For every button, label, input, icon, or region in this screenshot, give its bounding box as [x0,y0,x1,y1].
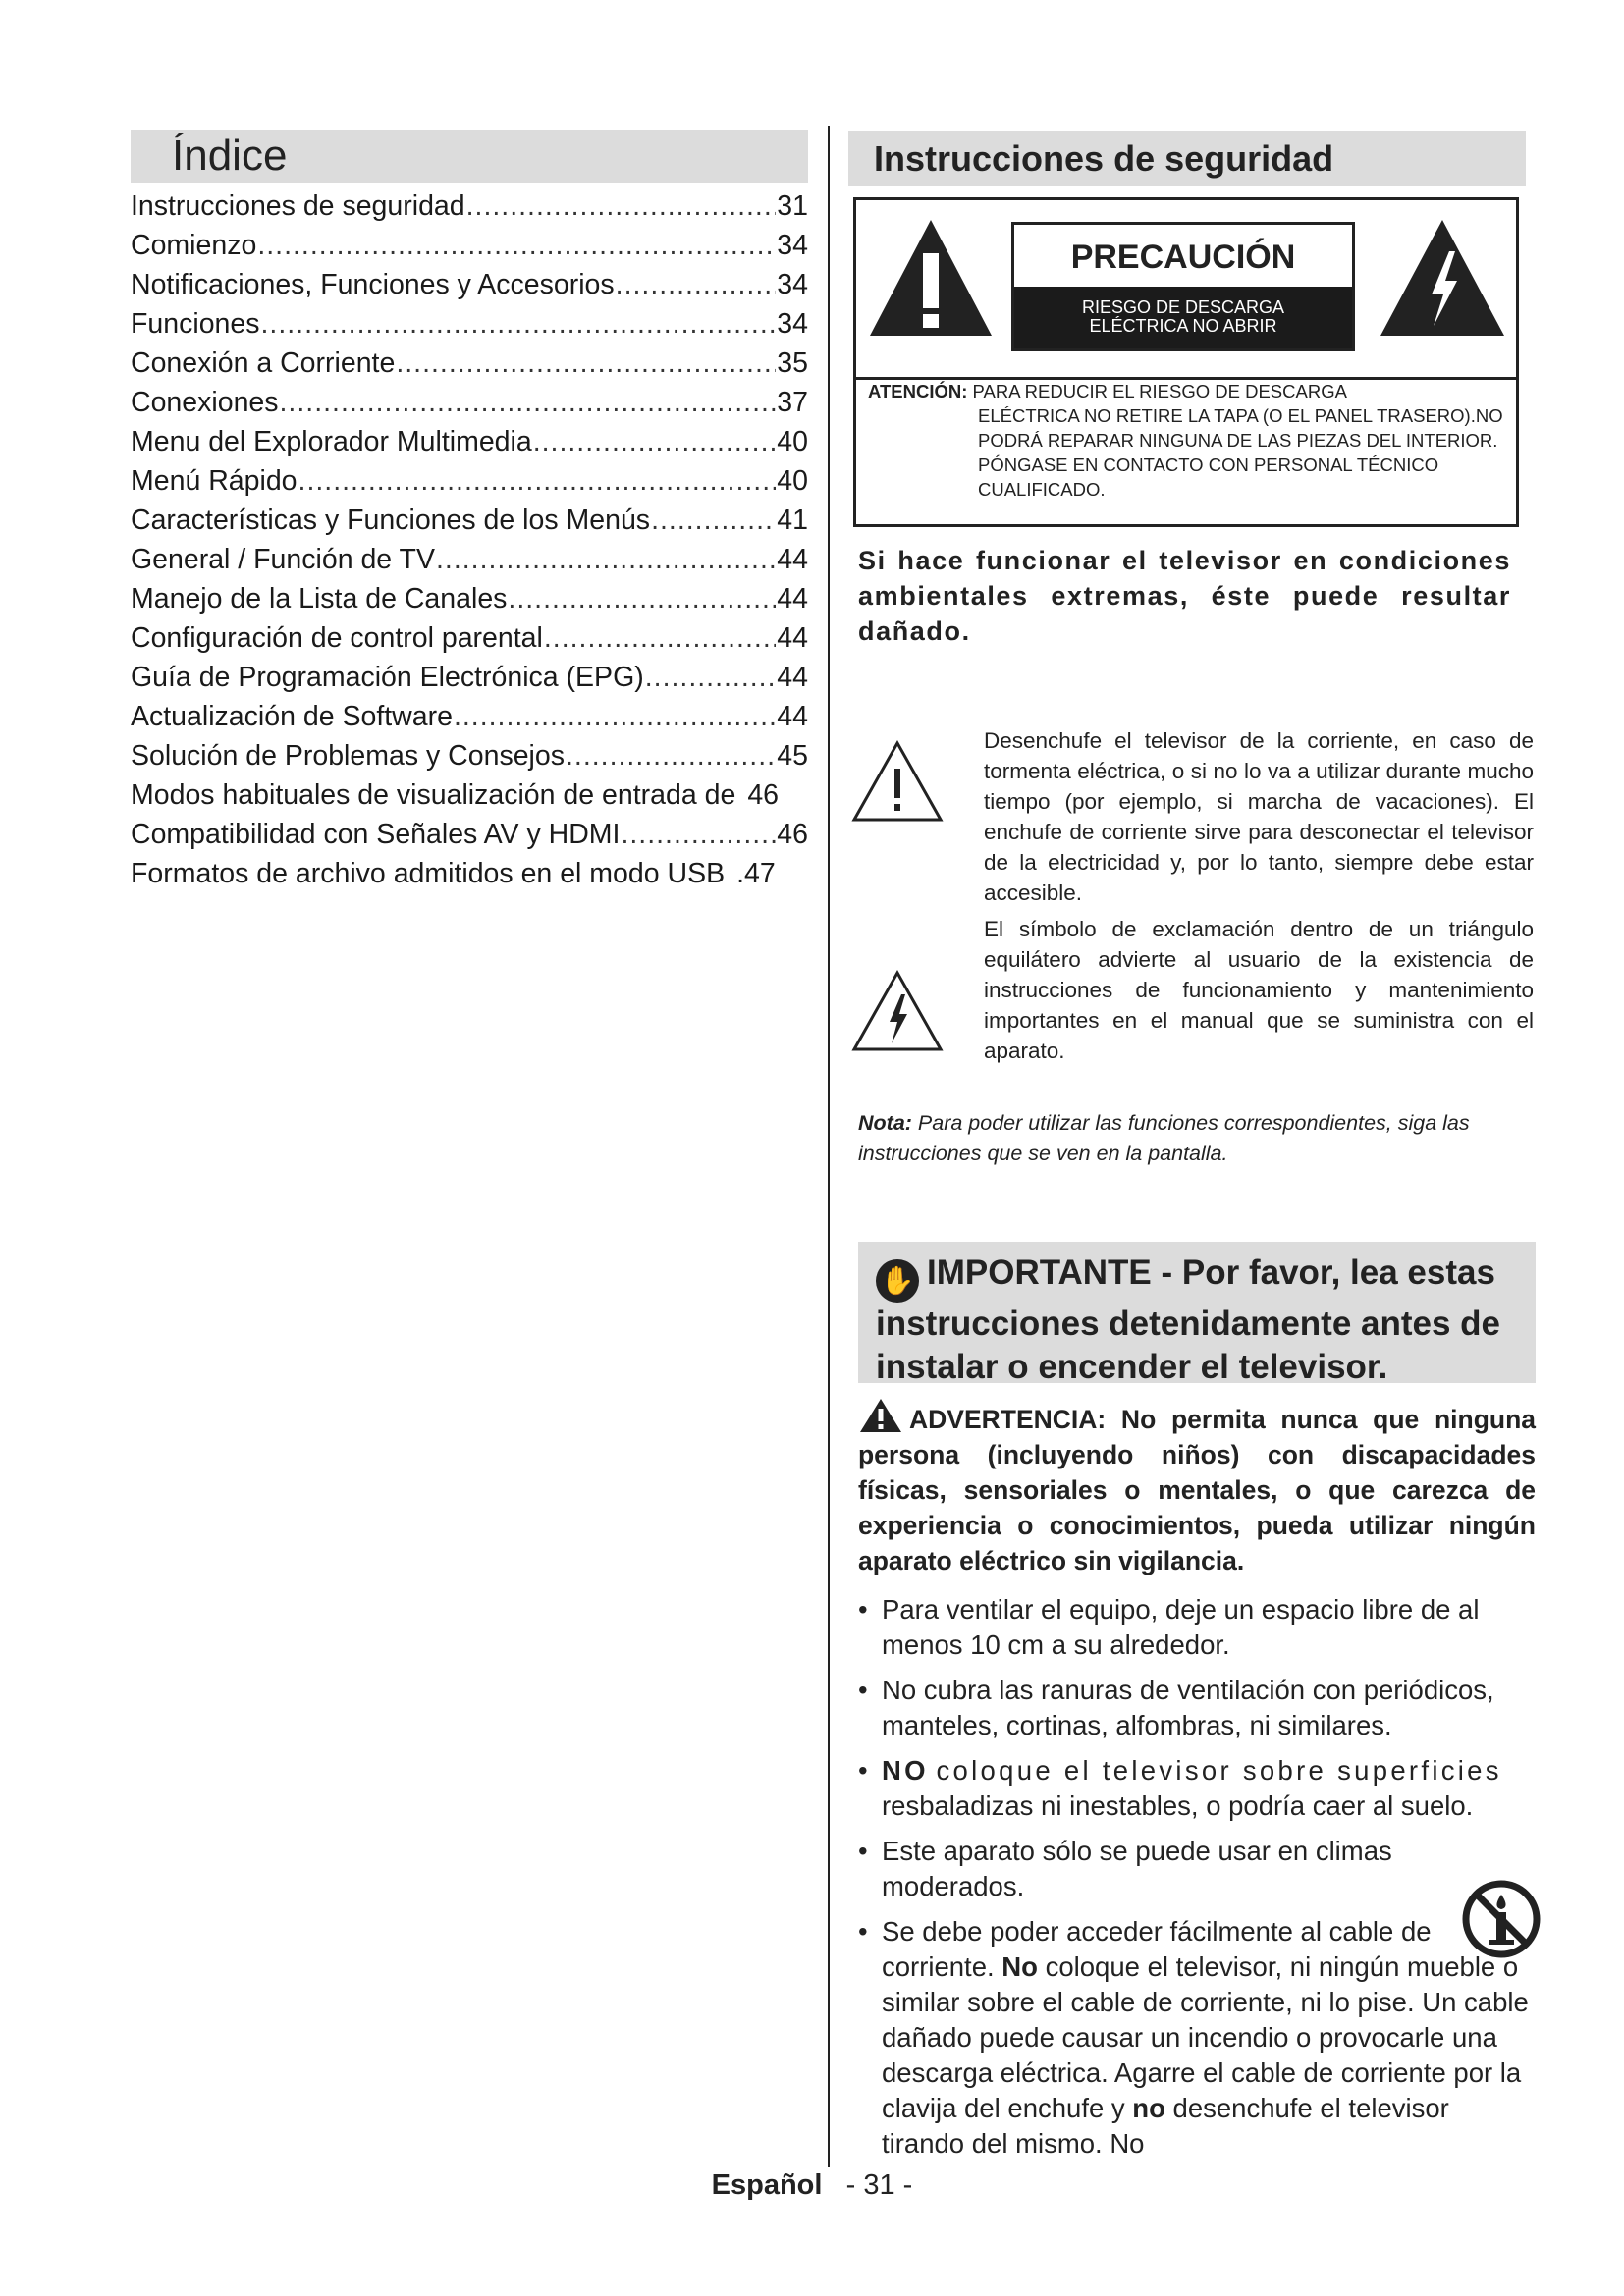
extreme-conditions-warning: Si hace funcionar el televisor en condiciones ambientales extremas, éste puede resultar dañado. [858,546,1511,646]
table-of-contents [131,190,808,897]
warning-small-icon [858,1397,903,1434]
toc-entry-title: Formatos de archivo admitidos en el modo USB [131,858,726,889]
toc-entry-title: Solución de Problemas y Consejos [131,740,565,772]
toc-entry [131,622,808,662]
toc-entry-title: Configuración de control parental [131,622,543,654]
toc-leader-dots [616,269,777,301]
toc-entry-title: Compatibilidad con Señales AV y HDMI [131,819,621,850]
toc-entry-page: 46 [777,819,808,850]
toc-entry-title: Guía de Programación Electrónica (EPG) [131,662,644,693]
bullet-cover: • No cubra las ranuras de ventilación con periódicos, manteles, cortinas, alfombras, ni similares. [858,1673,1536,1743]
bullet-surface [858,1753,1536,1824]
page-footer [0,2169,1624,2202]
toc-entry-title: Instrucciones de seguridad [131,190,465,222]
toc-entry-page: 44 [777,701,808,732]
caution-label-box [853,197,1519,527]
toc-leader-dots [533,426,777,458]
toc-entry [131,662,808,701]
caution-subtitle-line1: RIESGO DE DESCARGA [1081,297,1285,317]
advertencia-text: ADVERTENCIA: No permita nunca que ninguna persona (incluyendo niños) con discapacidades físicas, sensoriales o mentales, o que carezca de experiencia o conocimientos, pueda utilizar ningún aparato eléctrico sin vigilancia. [858,1405,1536,1575]
index-section [131,130,808,897]
bullet-cable-no2: no [1132,2093,1165,2123]
toc-entry [131,308,808,347]
unplug-paragraph: Desenchufe el televisor de la corriente, en caso de tormenta eléctrica, o si no lo va a utilizar durante mucho tiempo (por ejemplo, si marcha de vacaciones). El enchufe de corriente sirve para desconectar el televisor de la electricidad y, por lo tanto, siempre debe estar accesible. [984,728,1534,905]
toc-leader-dots [261,308,777,341]
toc-entry-title: Manejo de la Lista de Canales [131,583,508,614]
toc-entry [131,583,808,622]
bullet-surface-wide: coloque el televisor sobre superficies [936,1755,1502,1786]
toc-entry-title: Conexiones [131,387,279,418]
exclamation-triangle-icon [850,739,945,824]
toc-entry-page: 44 [777,544,808,575]
lightning-triangle-icon [850,969,945,1053]
toc-entry-page: 34 [777,230,808,261]
caution-header-band [856,200,1516,380]
toc-entry-title: Funciones [131,308,260,340]
symbol-explanations [848,725,1534,1079]
toc-entry [131,230,808,269]
footer-page-number: - 31 - [845,2169,913,2201]
atencion-label: ATENCIÓN: [868,381,968,401]
toc-entry-title: Menu del Explorador Multimedia [131,426,532,457]
stop-hand-icon: ✋ [876,1259,919,1303]
bullet-surface-rest: resbaladizas ni inestables, o podría caer al suelo. [882,1790,1474,1821]
bullet-climate [858,1834,1536,1904]
toc-entry-title: Actualización de Software [131,701,453,732]
toc-leader-dots [544,622,776,655]
caution-subtitle-line2: ELÉCTRICA NO ABRIR [1089,316,1277,336]
toc-leader-dots [298,465,777,498]
note-label: Nota: [858,1111,912,1135]
toc-entry [131,740,808,779]
toc-leader-dots [454,701,776,733]
important-line1: IMPORTANTE - Por favor, lea estas [927,1254,1495,1292]
toc-leader-dots [645,662,777,694]
toc-entry-page: 34 [777,269,808,300]
safety-title: Instrucciones de seguridad [848,131,1526,186]
toc-entry-title: Comienzo [131,230,257,261]
caution-title: PRECAUCIÓN [1070,239,1296,276]
advertencia-warning [858,1397,1536,1578]
toc-entry-page: .47 [736,858,776,889]
toc-leader-dots [257,230,776,262]
toc-entry-page: 31 [777,190,808,222]
footer-language: Español [711,2169,823,2201]
symbol-texts [984,725,1534,1072]
toc-leader-dots [651,505,776,537]
toc-entry-title: General / Función de TV [131,544,435,575]
toc-entry-page: 44 [777,622,808,654]
toc-entry-page: 40 [777,426,808,457]
toc-entry-page: 37 [777,387,808,418]
toc-entry [131,779,808,819]
toc-entry-title: Notificaciones, Funciones y Accesorios [131,269,615,300]
bullet-cable-a: Se debe poder acceder fácilmente al cable de corriente. [882,1916,1432,1982]
toc-entry-title: Características y Funciones de los Menús [131,505,651,536]
toc-entry [131,347,808,387]
safety-bullets [858,1592,1536,2162]
toc-entry [131,426,808,465]
toc-entry-title: Menú Rápido [131,465,298,497]
bullet-cable-c: desenchufe el televisor tirando del mismo. No [882,2093,1449,2159]
toc-entry-page: 44 [777,583,808,614]
toc-entry-page: 35 [777,347,808,379]
toc-entry-page: 34 [777,308,808,340]
toc-entry-page: 45 [777,740,808,772]
toc-leader-dots [566,740,776,773]
caution-box [1011,222,1355,351]
index-title: Índice [131,130,808,183]
toc-entry [131,465,808,505]
bullet-power-cable [858,1914,1536,2162]
bullet-climate-text: Este aparato sólo se puede usar en climas moderados. [882,1836,1392,1901]
atencion-text [868,379,1508,502]
toc-leader-dots [396,347,776,380]
toc-entry-page: 40 [777,465,808,497]
important-line3: instalar o encender el televisor. [876,1348,1388,1386]
toc-entry-title: Conexión a Corriente [131,347,396,379]
toc-entry-page: 44 [777,662,808,693]
toc-entry [131,701,808,740]
toc-entry-title: Modos habituales de visualización de entrada de [131,779,736,811]
toc-entry [131,387,808,426]
toc-leader-dots [436,544,776,576]
toc-entry [131,819,808,858]
toc-leader-dots [280,387,777,419]
toc-leader-dots [621,819,776,851]
note-text: Para poder utilizar las funciones correspondientes, siga las instrucciones que se ven en la pantalla. [858,1111,1470,1165]
symbol-paragraph: El símbolo de exclamación dentro de un triángulo equilátero advierte al usuario de la existencia de instrucciones de funcionamiento y mantenimiento importantes en el manual que se suministra con el aparato. [984,917,1534,1063]
toc-entry-page: 46 [747,779,780,811]
toc-entry [131,269,808,308]
toc-entry-page: 41 [777,505,808,536]
toc-entry [131,190,808,230]
caution-subtitle [1014,287,1352,348]
toc-entry [131,544,808,583]
toc-entry [131,505,808,544]
toc-leader-dots [508,583,776,615]
atencion-first-line: PARA REDUCIR EL RIESGO DE DESCARGA [972,381,1347,401]
note [858,1108,1536,1169]
bullet-surface-no: NO [882,1755,929,1786]
atencion-rest: ELÉCTRICA NO RETIRE LA TAPA (O EL PANEL TRASERO).NO PODRÁ REPARAR NINGUNA DE LAS PIEZAS DEL INTERIOR. PÓNGASE EN CONTACTO CON PERSONAL TÉCNICO CUALIFICADO. [978,405,1503,500]
toc-entry [131,858,808,897]
warning-triangle-icon [866,216,996,340]
column-divider [828,126,830,2167]
electric-shock-icon [1377,216,1508,340]
important-line2: instrucciones detenidamente antes de [876,1305,1501,1343]
bullet-ventilation: • Para ventilar el equipo, deje un espacio libre de al menos 10 cm a su alrededor. [858,1592,1536,1663]
toc-leader-dots [466,190,777,223]
bullet-cable-no1: No [1001,1951,1038,1982]
important-heading [858,1242,1536,1386]
bullet-cable-b: coloque el televisor, ni ningún mueble o similar sobre el cable de corriente, ni lo pise. Un cable dañado puede causar un incendio o provocarle una descarga eléctrica. Agarre el cable de corriente por la clavija del enchufe y [882,1951,1529,2123]
safety-section [848,131,1536,2171]
